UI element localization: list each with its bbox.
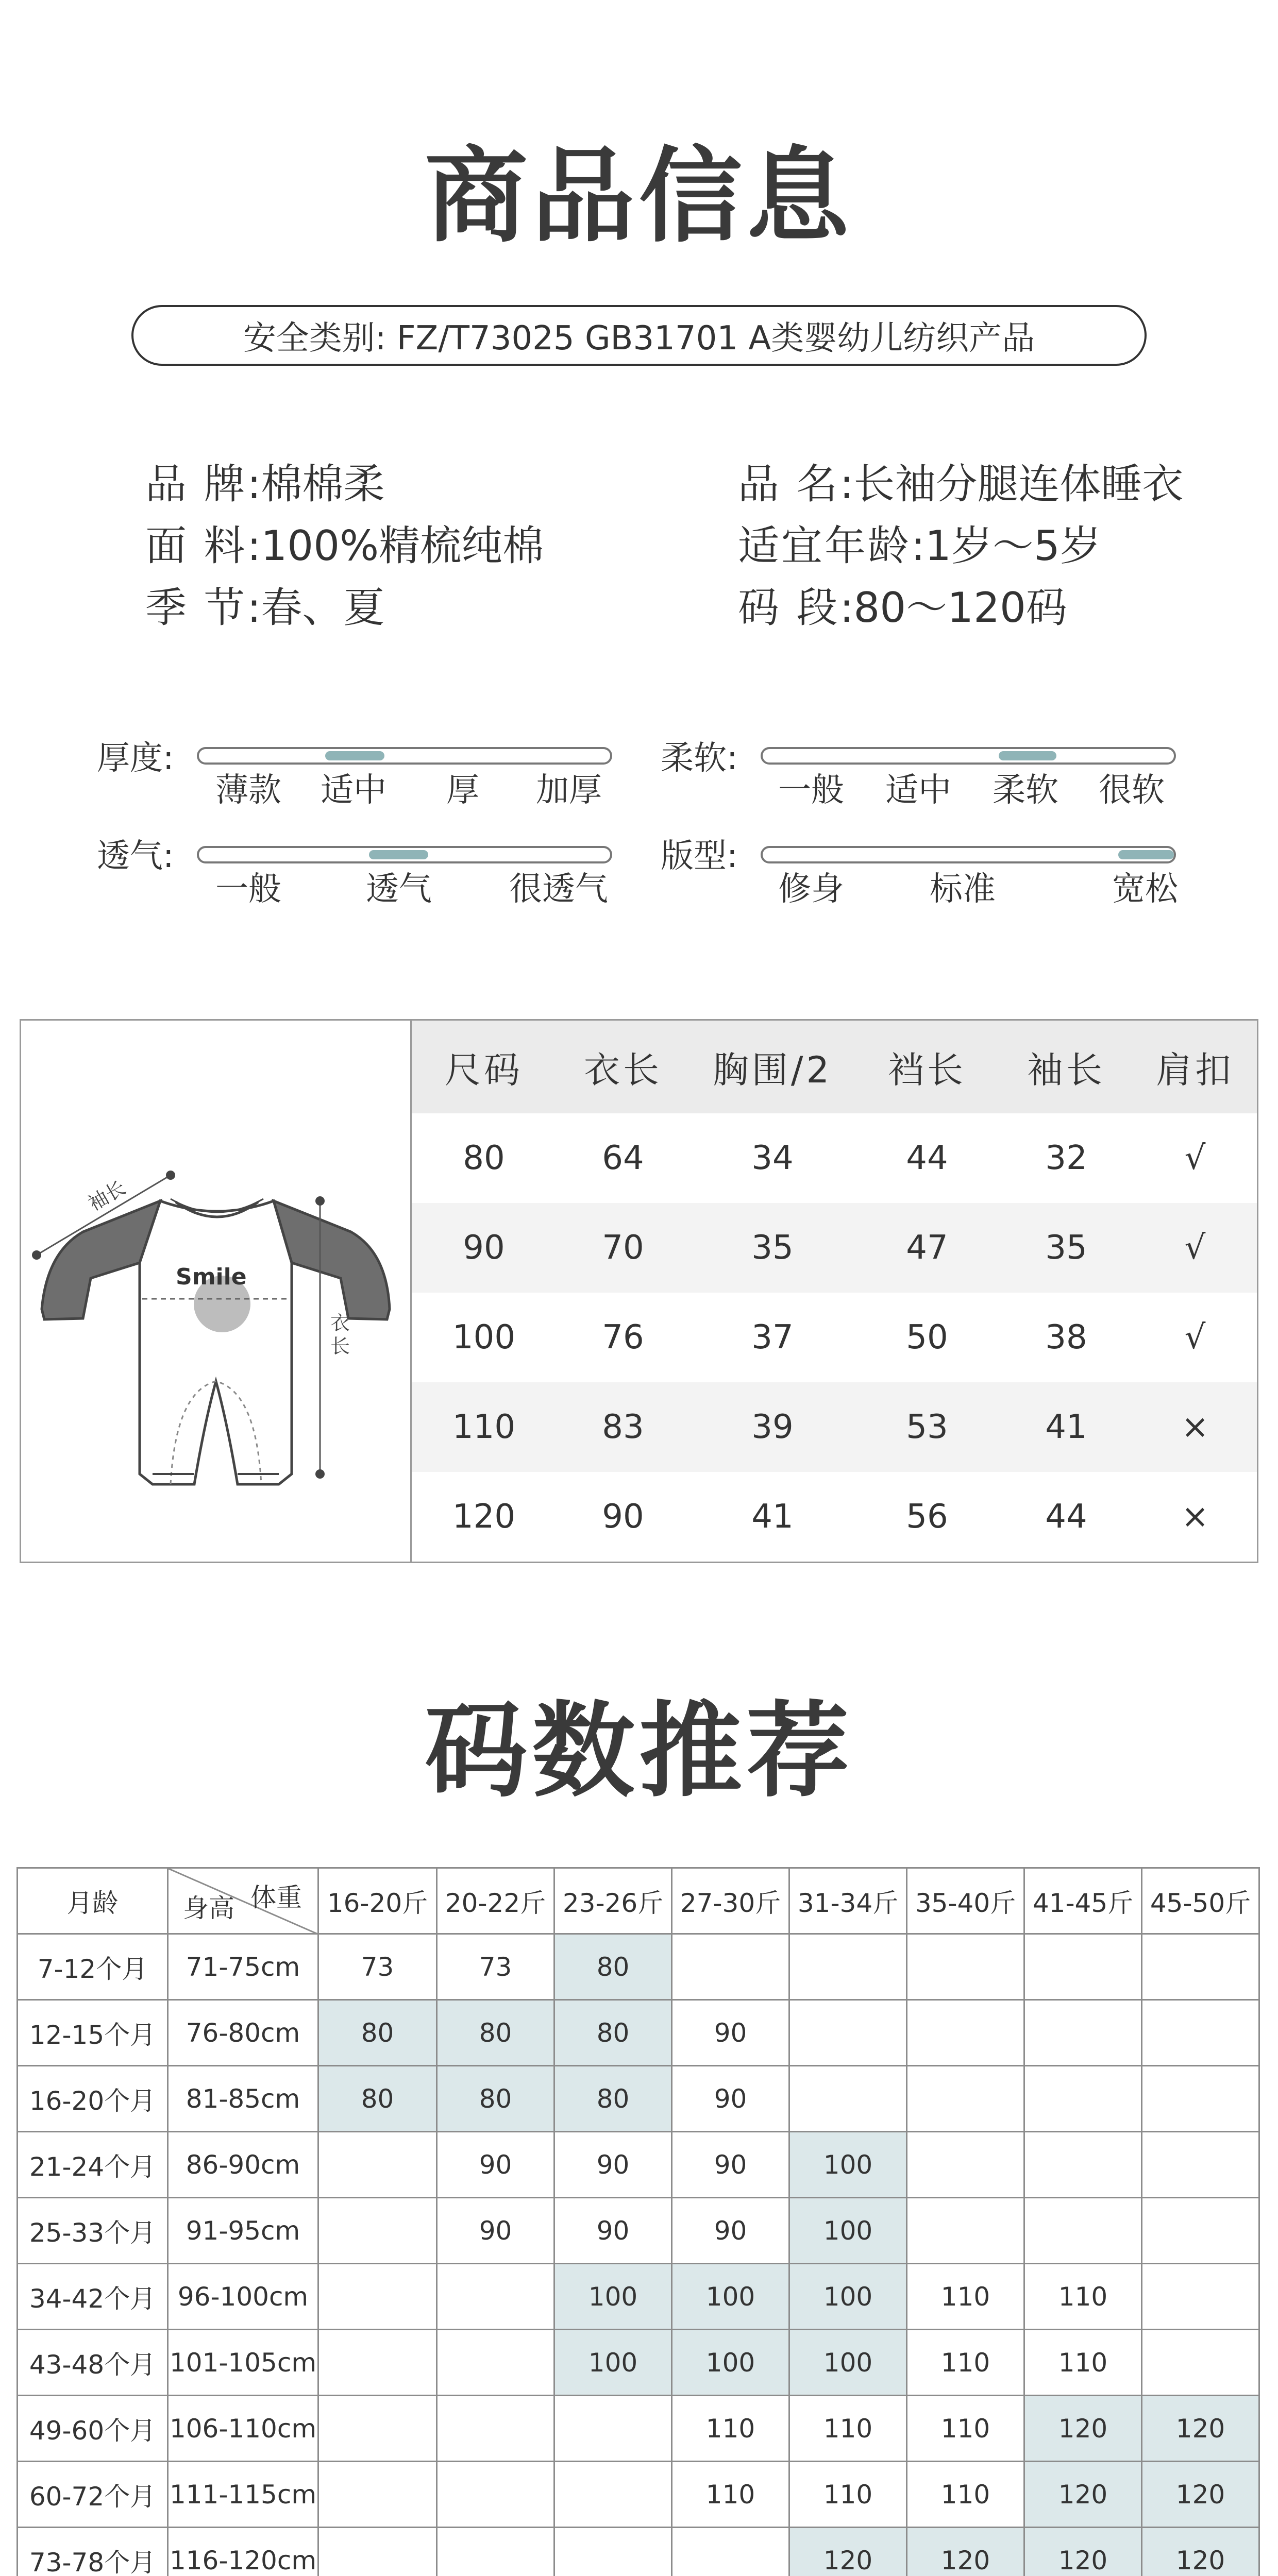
rec-corner-age: 月龄 (18, 1868, 168, 1934)
rec-cell-size (318, 2132, 437, 2198)
size-cell-shoulder-snap: × (1133, 1382, 1257, 1472)
breathability-option-3: 很透气 (509, 873, 608, 906)
rec-table-row (18, 2198, 1259, 2264)
rec-cell-size: 120 (907, 2528, 1024, 2576)
rec-cell-size (318, 2264, 437, 2330)
size-cell-crotch: 56 (855, 1472, 999, 1562)
rec-cell-height: 81-85cm (168, 2066, 318, 2132)
rec-cell-size (907, 2132, 1024, 2198)
rec-cell-size: 100 (789, 2330, 907, 2396)
rec-cell-size: 90 (554, 2198, 672, 2264)
rec-corner-weight: 体重 (250, 1877, 302, 1914)
rec-cell-size (907, 1934, 1024, 2000)
product-info-title: 商品信息 (0, 145, 1278, 248)
rec-table-row (18, 2000, 1259, 2066)
rec-cell-size (554, 2396, 672, 2462)
rec-cell-size: 120 (789, 2528, 907, 2576)
rec-cell-age: 60-72个月 (18, 2462, 168, 2528)
size-cell-chest: 37 (690, 1293, 855, 1382)
rec-cell-size (437, 2396, 554, 2462)
fit-option-2: 标准 (930, 873, 996, 906)
rec-cell-size: 100 (789, 2264, 907, 2330)
rec-cell-size: 90 (672, 2066, 789, 2132)
breathability-option-1: 一般 (215, 873, 281, 906)
softness-option-3: 柔软 (993, 774, 1058, 807)
size-recommend-title: 码数推荐 (0, 1700, 1278, 1803)
rec-header-weight: 23-26斤 (554, 1868, 672, 1934)
breathability-option-2: 透气 (366, 873, 432, 906)
rec-cell-size (1142, 2132, 1259, 2198)
info-brand: 品 牌:棉棉柔 (145, 453, 544, 515)
rec-header-weight: 27-30斤 (672, 1868, 789, 1934)
rec-cell-size (437, 2462, 554, 2528)
rec-cell-size (318, 2396, 437, 2462)
rec-table-row (18, 1934, 1259, 2000)
rec-cell-height: 96-100cm (168, 2264, 318, 2330)
size-table-row (412, 1113, 1257, 1203)
size-chart (20, 1019, 1258, 1563)
length-measure-label-1: 衣 (330, 1312, 350, 1334)
rec-cell-size (1024, 2198, 1142, 2264)
rec-table-row (18, 2264, 1259, 2330)
rec-cell-height: 101-105cm (168, 2330, 318, 2396)
size-table (412, 1021, 1257, 1562)
rec-cell-size: 120 (1024, 2528, 1142, 2576)
rec-cell-age: 7-12个月 (18, 1934, 168, 2000)
sleeve-measure-label: 袖长 (85, 1176, 130, 1215)
rec-cell-size (672, 1934, 789, 2000)
size-cell-size: 100 (412, 1293, 556, 1382)
size-cell-crotch: 44 (855, 1113, 999, 1203)
info-column-left (145, 453, 544, 639)
rec-table-row (18, 2132, 1259, 2198)
rec-table-row (18, 2462, 1259, 2528)
rec-cell-height: 106-110cm (168, 2396, 318, 2462)
rec-table-row (18, 2528, 1259, 2576)
rec-cell-height: 91-95cm (168, 2198, 318, 2264)
rec-cell-size (907, 2198, 1024, 2264)
thickness-option-2: 适中 (321, 774, 386, 807)
rec-cell-size: 100 (672, 2330, 789, 2396)
info-season: 季 节:春、夏 (145, 577, 544, 639)
rec-cell-size: 80 (554, 1934, 672, 2000)
rec-cell-size: 80 (318, 2066, 437, 2132)
rec-cell-size: 110 (907, 2330, 1024, 2396)
rec-cell-age: 73-78个月 (18, 2528, 168, 2576)
rec-cell-age: 16-20个月 (18, 2066, 168, 2132)
rec-cell-age: 12-15个月 (18, 2000, 168, 2066)
size-table-header (412, 1021, 1257, 1113)
size-cell-size: 110 (412, 1382, 556, 1472)
rec-cell-size (1142, 2198, 1259, 2264)
size-cell-sleeve: 41 (999, 1382, 1133, 1472)
size-cell-chest: 35 (690, 1203, 855, 1293)
rec-cell-height: 111-115cm (168, 2462, 318, 2528)
rec-cell-size: 90 (672, 2000, 789, 2066)
rec-cell-size: 110 (907, 2462, 1024, 2528)
rec-cell-size (318, 2330, 437, 2396)
rec-cell-size (318, 2198, 437, 2264)
size-cell-sleeve: 44 (999, 1472, 1133, 1562)
softness-option-4: 很软 (1099, 774, 1165, 807)
rec-cell-size: 100 (554, 2264, 672, 2330)
rec-header-row (18, 1868, 1259, 1934)
rec-header-weight: 20-22斤 (437, 1868, 554, 1934)
rec-cell-size (437, 2264, 554, 2330)
rec-cell-size: 110 (672, 2396, 789, 2462)
rec-cell-size: 80 (318, 2000, 437, 2066)
rec-cell-size (318, 2528, 437, 2576)
thickness-label: 厚度: (97, 742, 174, 775)
size-cell-crotch: 50 (855, 1293, 999, 1382)
rec-cell-size (1142, 2000, 1259, 2066)
rec-cell-size (1024, 2132, 1142, 2198)
rec-cell-age: 49-60个月 (18, 2396, 168, 2462)
fit-label: 版型: (661, 840, 738, 873)
rec-cell-size: 110 (672, 2462, 789, 2528)
rec-cell-size: 100 (789, 2198, 907, 2264)
rec-cell-size: 73 (318, 1934, 437, 2000)
rec-cell-size: 120 (1024, 2396, 1142, 2462)
softness-label: 柔软: (661, 742, 738, 775)
rec-cell-age: 43-48个月 (18, 2330, 168, 2396)
rec-cell-size: 100 (554, 2330, 672, 2396)
brand-mark-text: Smile (176, 1264, 247, 1290)
rec-cell-size (1142, 2066, 1259, 2132)
size-cell-sleeve: 35 (999, 1203, 1133, 1293)
info-fabric: 面 料:100%精梳纯棉 (145, 515, 544, 577)
romper-diagram-icon (21, 1021, 410, 1562)
rec-cell-size (1142, 2330, 1259, 2396)
fit-scale-fill (1118, 850, 1174, 859)
rec-cell-size: 80 (437, 2066, 554, 2132)
rec-cell-size: 73 (437, 1934, 554, 2000)
rec-cell-size: 110 (789, 2462, 907, 2528)
softness-scale-fill (999, 751, 1056, 760)
rec-cell-age: 25-33个月 (18, 2198, 168, 2264)
rec-cell-size: 110 (1024, 2264, 1142, 2330)
thickness-option-4: 加厚 (536, 774, 602, 807)
rec-cell-size: 110 (907, 2264, 1024, 2330)
size-cell-size: 90 (412, 1203, 556, 1293)
size-table-row (412, 1382, 1257, 1472)
size-cell-shoulder-snap: √ (1133, 1113, 1257, 1203)
rec-cell-size (789, 2000, 907, 2066)
size-cell-length: 76 (556, 1293, 690, 1382)
header-length: 衣长 (556, 1021, 690, 1113)
rec-cell-size: 100 (789, 2132, 907, 2198)
thickness-scale-fill (325, 751, 384, 760)
rec-table-row (18, 2330, 1259, 2396)
rec-cell-height: 116-120cm (168, 2528, 318, 2576)
rec-cell-size: 110 (1024, 2330, 1142, 2396)
rec-cell-size (554, 2528, 672, 2576)
rec-cell-height: 76-80cm (168, 2000, 318, 2066)
rec-cell-size: 120 (1142, 2462, 1259, 2528)
rec-corner-height: 身高 (183, 1888, 234, 1925)
rec-cell-size: 90 (437, 2198, 554, 2264)
size-cell-shoulder-snap: √ (1133, 1293, 1257, 1382)
rec-cell-size: 110 (907, 2396, 1024, 2462)
rec-cell-size (789, 2066, 907, 2132)
rec-cell-size (1024, 2066, 1142, 2132)
rec-cell-size: 100 (672, 2264, 789, 2330)
info-product-name: 品 名:长袖分腿连体睡衣 (738, 453, 1183, 515)
size-cell-shoulder-snap: × (1133, 1472, 1257, 1562)
size-cell-size: 120 (412, 1472, 556, 1562)
size-cell-chest: 41 (690, 1472, 855, 1562)
size-cell-sleeve: 32 (999, 1113, 1133, 1203)
fit-option-1: 修身 (778, 873, 844, 906)
fit-option-3: 宽松 (1112, 873, 1178, 906)
thickness-scale-track (197, 747, 612, 765)
rec-cell-size (1024, 2000, 1142, 2066)
rec-corner-diagonal (168, 1868, 318, 1934)
rec-header-weight: 31-34斤 (789, 1868, 907, 1934)
softness-scale-track (761, 747, 1176, 765)
size-cell-shoulder-snap: √ (1133, 1203, 1257, 1293)
rec-cell-size: 80 (554, 2066, 672, 2132)
rec-cell-size (907, 2000, 1024, 2066)
size-recommendation-table (16, 1867, 1260, 2576)
thickness-option-1: 薄款 (215, 774, 281, 807)
info-age: 适宜年龄:1岁～5岁 (738, 515, 1183, 577)
header-size: 尺码 (412, 1021, 556, 1113)
rec-cell-size (1142, 1934, 1259, 2000)
size-cell-crotch: 53 (855, 1382, 999, 1472)
rec-cell-size (1142, 2264, 1259, 2330)
breathability-scale-fill (369, 850, 428, 859)
rec-cell-age: 21-24个月 (18, 2132, 168, 2198)
breathability-label: 透气: (97, 840, 174, 873)
size-cell-crotch: 47 (855, 1203, 999, 1293)
rec-header-weight: 41-45斤 (1024, 1868, 1142, 1934)
softness-option-1: 一般 (778, 774, 844, 807)
rec-table-row (18, 2396, 1259, 2462)
softness-option-2: 适中 (885, 774, 951, 807)
rec-cell-size: 90 (672, 2132, 789, 2198)
rec-cell-size: 90 (672, 2198, 789, 2264)
breathability-scale-track (197, 846, 612, 863)
size-cell-length: 83 (556, 1382, 690, 1472)
size-cell-length: 64 (556, 1113, 690, 1203)
safety-category-text: 安全类别: FZ/T73025 GB31701 A类婴幼儿纺织产品 (243, 312, 1035, 359)
size-table-row (412, 1203, 1257, 1293)
rec-cell-size: 120 (1142, 2396, 1259, 2462)
garment-illustration (21, 1021, 412, 1562)
header-crotch: 裆长 (855, 1021, 999, 1113)
size-cell-length: 70 (556, 1203, 690, 1293)
thickness-option-3: 厚 (446, 774, 479, 807)
rec-cell-size: 120 (1024, 2462, 1142, 2528)
header-shoulder-snap: 肩扣 (1133, 1021, 1257, 1113)
rec-cell-size: 90 (554, 2132, 672, 2198)
rec-cell-size (554, 2462, 672, 2528)
rec-header-weight: 35-40斤 (907, 1868, 1024, 1934)
rec-cell-size (1024, 1934, 1142, 2000)
info-column-right (738, 453, 1183, 639)
size-cell-chest: 34 (690, 1113, 855, 1203)
fit-scale-track (761, 846, 1176, 863)
rec-cell-age: 34-42个月 (18, 2264, 168, 2330)
rec-cell-size (672, 2528, 789, 2576)
rec-cell-size: 90 (437, 2132, 554, 2198)
rec-cell-size (437, 2330, 554, 2396)
length-measure-label-2: 长 (330, 1335, 350, 1358)
size-table-row (412, 1472, 1257, 1562)
header-chest: 胸围/2 (690, 1021, 855, 1113)
size-cell-sleeve: 38 (999, 1293, 1133, 1382)
size-cell-chest: 39 (690, 1382, 855, 1472)
rec-cell-size: 80 (554, 2000, 672, 2066)
rec-header-weight: 45-50斤 (1142, 1868, 1259, 1934)
rec-cell-height: 71-75cm (168, 1934, 318, 2000)
rec-cell-size (437, 2528, 554, 2576)
rec-cell-size: 80 (437, 2000, 554, 2066)
size-table-row (412, 1293, 1257, 1382)
rec-cell-size: 120 (1142, 2528, 1259, 2576)
rec-cell-height: 86-90cm (168, 2132, 318, 2198)
header-sleeve: 袖长 (999, 1021, 1133, 1113)
rec-cell-size (907, 2066, 1024, 2132)
rec-table-row (18, 2066, 1259, 2132)
info-size-range: 码 段:80～120码 (738, 577, 1183, 639)
rec-cell-size (789, 1934, 907, 2000)
size-cell-size: 80 (412, 1113, 556, 1203)
safety-category-badge (131, 305, 1147, 366)
rec-cell-size (318, 2462, 437, 2528)
rec-cell-size: 110 (789, 2396, 907, 2462)
rec-header-weight: 16-20斤 (318, 1868, 437, 1934)
size-cell-length: 90 (556, 1472, 690, 1562)
